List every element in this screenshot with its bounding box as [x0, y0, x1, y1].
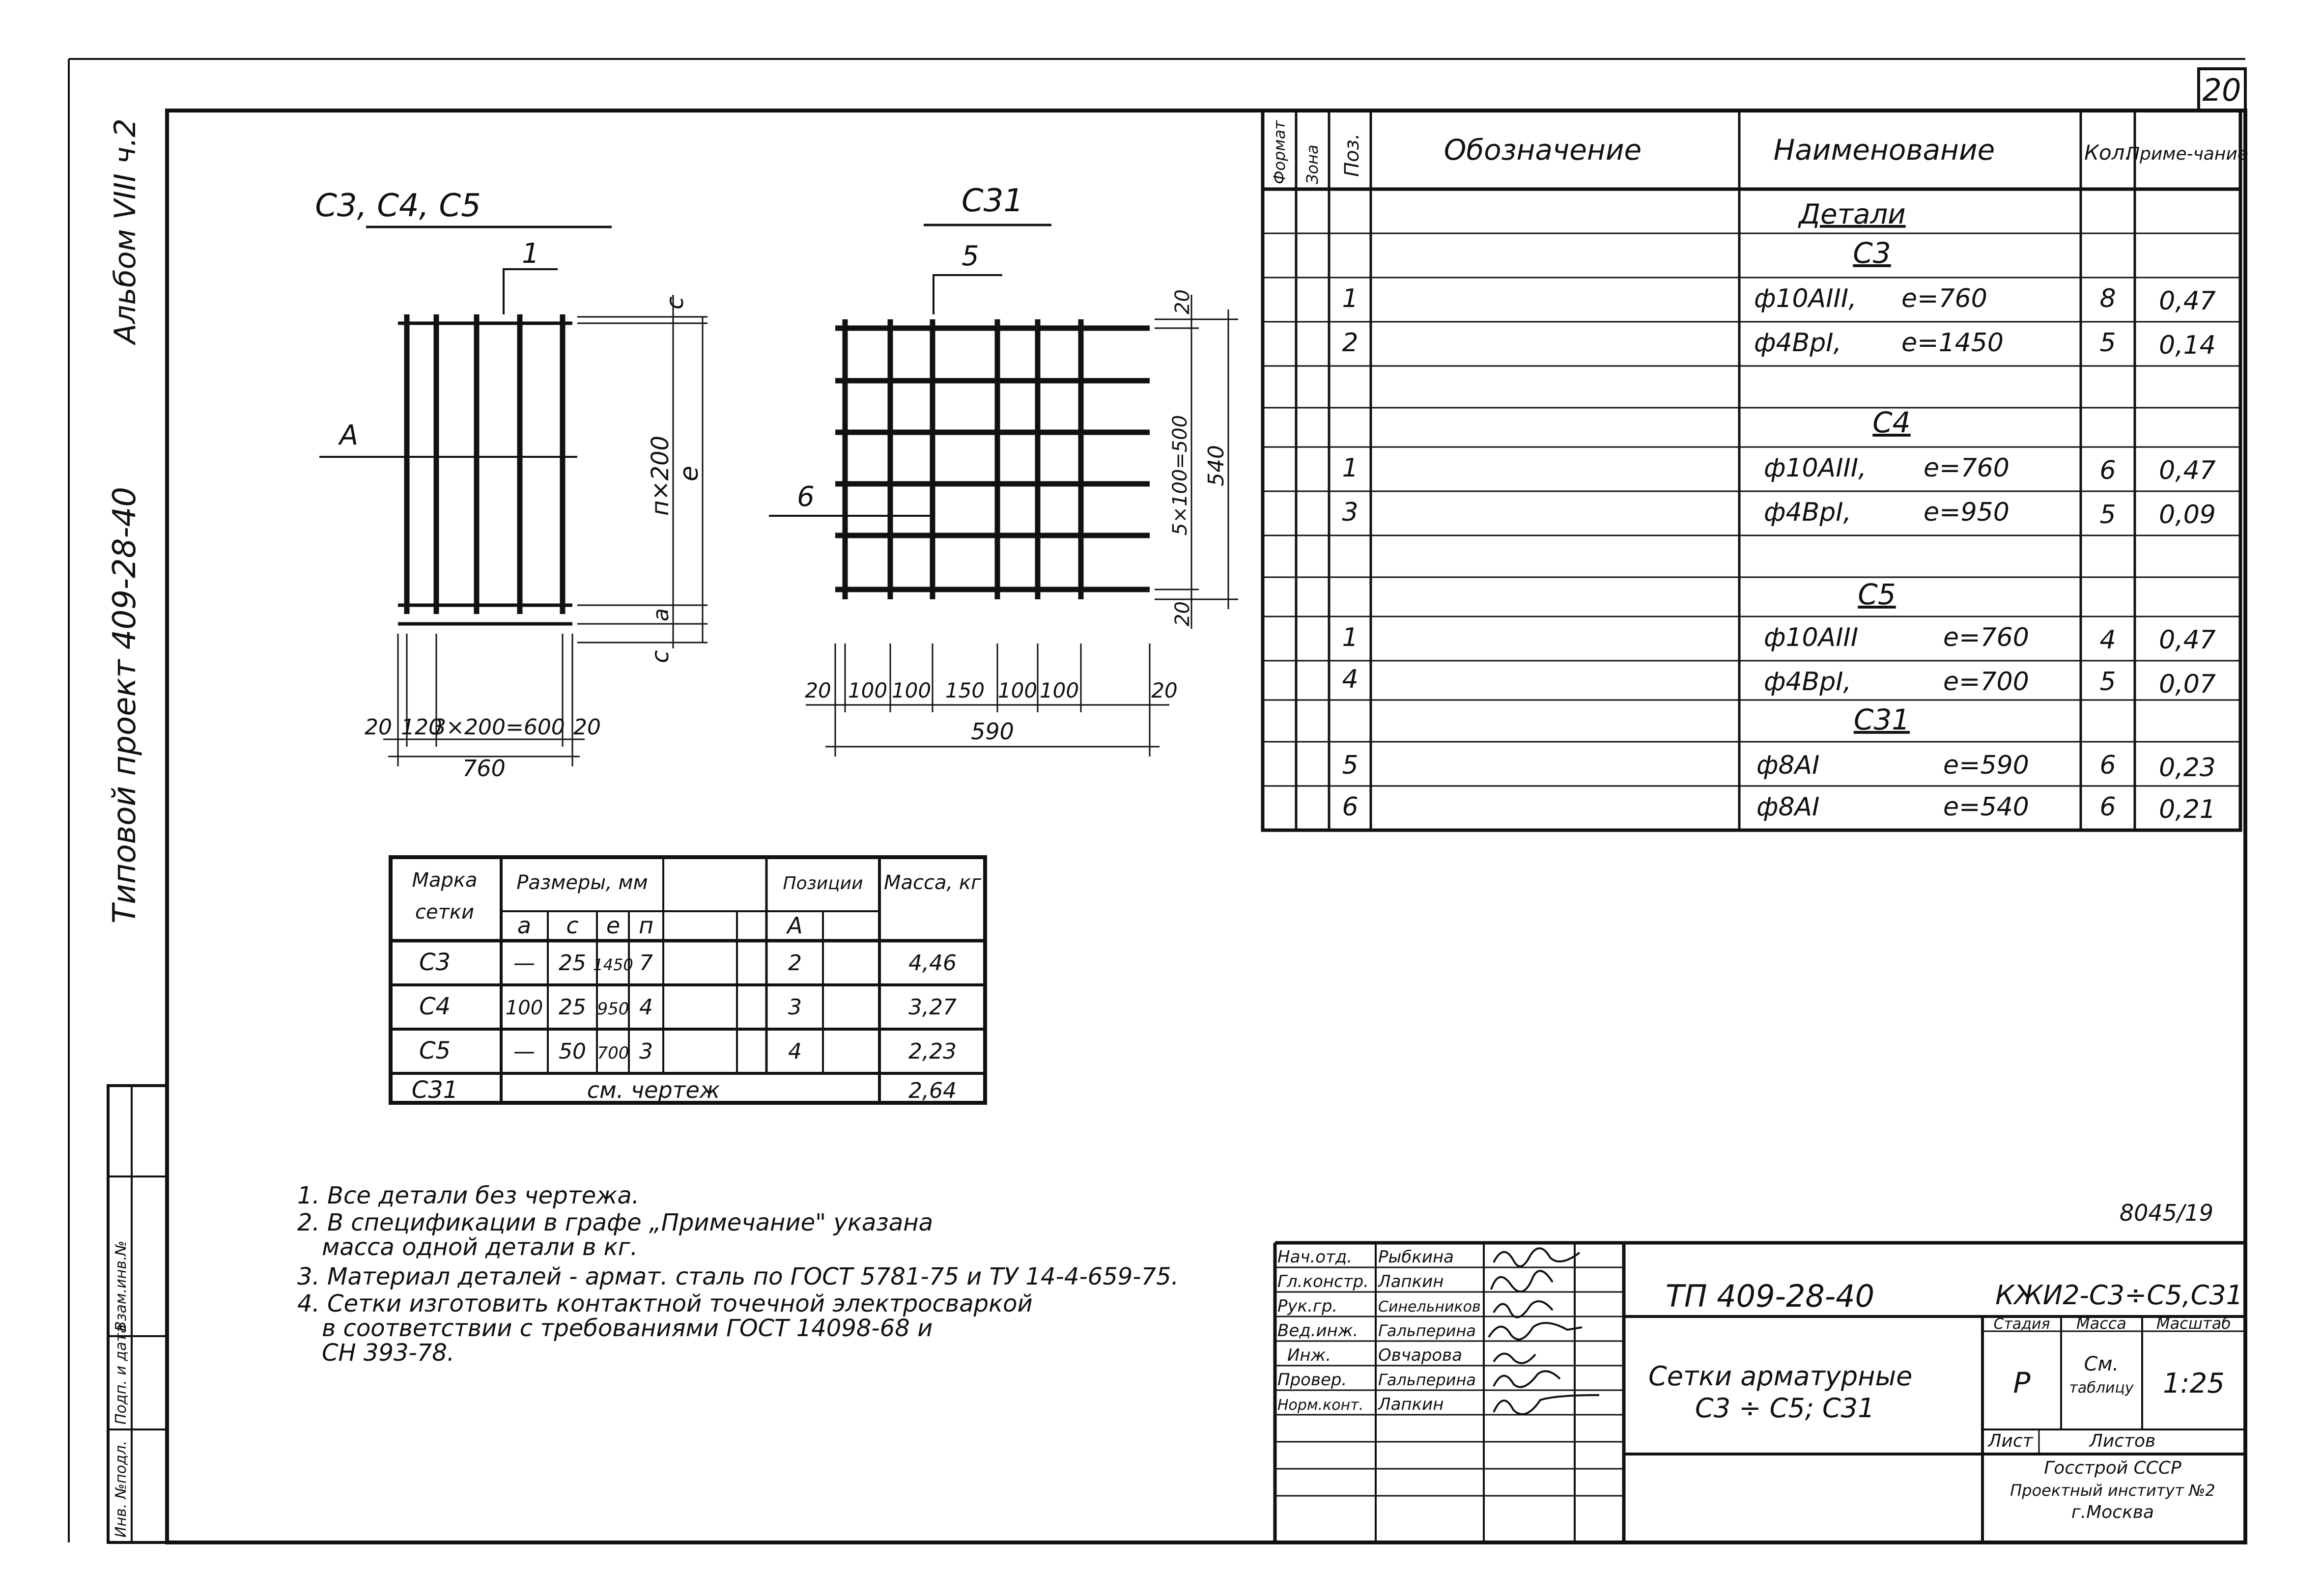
svg-text:1: 1 — [1342, 284, 1359, 313]
svg-text:е=540: е=540 — [1943, 792, 2029, 822]
svg-text:2: 2 — [788, 951, 802, 976]
note-4: 4. Сетки изготовить контактной точечной электросваркой — [297, 1290, 1033, 1317]
sheet-number: 20 — [2202, 72, 2241, 108]
svg-text:50: 50 — [559, 1039, 586, 1064]
svg-text:4: 4 — [639, 995, 653, 1020]
svg-text:950: 950 — [597, 999, 629, 1019]
spec-group-c3: С3 — [1853, 236, 1891, 270]
spec-header-zone: Зона — [1303, 144, 1322, 184]
svg-text:4: 4 — [1342, 665, 1359, 694]
svg-text:0,09: 0,09 — [2159, 500, 2216, 530]
dim-n200: п×200 — [647, 435, 674, 516]
note-2: 2. В спецификации в графе „Примечание" указана — [297, 1209, 933, 1236]
spec-row-c3-1 — [1342, 284, 2215, 316]
order-number: 8045/19 — [2119, 1200, 2213, 1226]
svg-text:5: 5 — [1342, 751, 1359, 780]
scale-value: 1:25 — [2163, 1368, 2225, 1400]
svg-text:6: 6 — [2099, 751, 2116, 780]
role-4: Инж. — [1287, 1345, 1331, 1365]
title-line-2: С3 ÷ С5; С31 — [1695, 1393, 1875, 1424]
spec-header-name: Наименование — [1773, 133, 1995, 167]
svg-text:—: — — [513, 1039, 535, 1064]
stage-header: Стадия — [1993, 1316, 2050, 1333]
mass-row-c31 — [412, 1076, 957, 1104]
spec-row-c5-1 — [1342, 623, 2215, 655]
svg-text:С5: С5 — [419, 1037, 451, 1064]
mass-h-mass: Масса, кг — [883, 871, 982, 894]
svg-text:е=700: е=700 — [1943, 667, 2029, 697]
svg-text:5: 5 — [2099, 500, 2116, 530]
title-block-people — [1277, 1247, 1481, 1414]
mass-sub-A: А — [787, 912, 803, 939]
sheets-header: Листов — [2089, 1431, 2156, 1451]
svg-text:0,47: 0,47 — [2159, 456, 2216, 485]
spec-group-c31: С31 — [1853, 703, 1910, 736]
dim-c-bottom: с — [647, 650, 674, 663]
doc-code: КЖИ2-С3÷С5,С31 — [1995, 1280, 2243, 1311]
c31-dim-total: 540 — [1204, 445, 1229, 486]
svg-text:25: 25 — [559, 951, 586, 976]
svg-text:3,27: 3,27 — [908, 995, 957, 1020]
svg-text:6: 6 — [1342, 792, 1359, 822]
mass-h-mark-2: сетки — [415, 901, 475, 924]
spec-row-c4-2 — [1342, 498, 2215, 530]
bottom-dim-120: 120 — [401, 715, 442, 740]
svg-text:6: 6 — [2099, 792, 2116, 822]
svg-text:е=1450: е=1450 — [1901, 328, 2004, 358]
svg-text:ф4ВрI,: ф4ВрI, — [1764, 498, 1852, 527]
svg-text:1: 1 — [1342, 623, 1359, 652]
svg-text:ф4ВрI,: ф4ВрI, — [1764, 667, 1852, 697]
spec-row-c5-2 — [1342, 665, 2215, 699]
svg-text:25: 25 — [559, 995, 586, 1020]
org-3: г.Москва — [2071, 1502, 2154, 1522]
note-4c: СН 393-78. — [322, 1339, 455, 1367]
svg-text:3: 3 — [639, 1039, 653, 1064]
svg-text:е=950: е=950 — [1924, 498, 2010, 527]
note-2b: масса одной детали в кг. — [322, 1233, 638, 1261]
c31-bdim-5: 100 — [1039, 678, 1079, 702]
project-code: ТП 409-28-40 — [1666, 1278, 1875, 1314]
project-side-label: Типовой проект 409-28-40 — [107, 487, 143, 924]
drawing-c3-c5-title: С3, С4, С5 — [315, 188, 481, 224]
notes — [297, 1182, 1179, 1367]
svg-text:ф8АI: ф8АI — [1756, 751, 1820, 780]
section-a-label: А — [339, 420, 359, 451]
svg-text:4: 4 — [2099, 625, 2116, 655]
c31-dim-bottom: 20 — [1171, 601, 1194, 626]
title-line-1: Сетки арматурные — [1648, 1361, 1913, 1392]
c31-dim-top: 20 — [1171, 289, 1194, 314]
svg-text:ф10АIII,: ф10АIII, — [1764, 453, 1867, 483]
svg-text:3: 3 — [1342, 498, 1359, 527]
svg-text:100: 100 — [505, 997, 543, 1019]
svg-text:ф4ВрI,: ф4ВрI, — [1754, 328, 1842, 358]
note-1: 1. Все детали без чертежа. — [297, 1182, 640, 1209]
spec-header-format: Формат — [1270, 120, 1289, 184]
svg-text:2,23: 2,23 — [908, 1039, 957, 1064]
role-5: Провер. — [1277, 1370, 1347, 1390]
org-2: Проектный институт №2 — [2010, 1481, 2215, 1500]
svg-text:0,14: 0,14 — [2159, 331, 2216, 360]
svg-text:700: 700 — [597, 1043, 629, 1063]
c31-bdim-4: 100 — [997, 678, 1038, 702]
callout-6: 6 — [797, 481, 815, 513]
callout-1: 1 — [522, 238, 539, 270]
spec-group-c4: С4 — [1872, 406, 1911, 439]
name-3: Гальперина — [1378, 1321, 1476, 1340]
svg-text:1: 1 — [1342, 453, 1359, 483]
svg-text:е=590: е=590 — [1943, 751, 2029, 780]
mass-value-2: таблицу — [2069, 1379, 2134, 1397]
mass-header: Масса — [2076, 1314, 2127, 1333]
c31-total: 590 — [971, 718, 1014, 745]
name-0: Рыбкина — [1378, 1247, 1454, 1267]
svg-text:0,47: 0,47 — [2159, 625, 2216, 655]
stamp-label-inv: Инв. №подл. — [113, 1440, 130, 1538]
org-1: Госстрой СССР — [2044, 1458, 2181, 1478]
drawing-c31-title: С31 — [961, 183, 1024, 219]
spec-header-designation: Обозначение — [1444, 133, 1642, 167]
c31-bdim-3: 150 — [945, 678, 985, 702]
role-3: Вед.инж. — [1277, 1321, 1359, 1341]
role-1: Гл.констр. — [1277, 1272, 1369, 1291]
mass-h-mark-1: Марка — [412, 869, 478, 892]
c31-dim-mid: 5×100=500 — [1169, 415, 1191, 535]
svg-text:3: 3 — [788, 995, 802, 1020]
total-760: 760 — [462, 755, 506, 782]
name-5: Гальперина — [1378, 1371, 1476, 1389]
svg-text:0,23: 0,23 — [2159, 753, 2216, 783]
dim-a: а — [649, 608, 674, 621]
spec-row-c3-2 — [1342, 328, 2215, 360]
spec-header-pos: Поз. — [1341, 133, 1363, 177]
role-0: Нач.отд. — [1277, 1247, 1353, 1267]
mass-sub-a: а — [517, 912, 532, 939]
bottom-dim-20b: 20 — [573, 715, 601, 740]
svg-text:—: — — [513, 951, 535, 976]
name-1: Лапкин — [1378, 1272, 1444, 1291]
svg-text:7: 7 — [639, 951, 653, 976]
spec-row-c4-1 — [1342, 453, 2215, 485]
spec-header-qty: Кол. — [2084, 140, 2131, 165]
bottom-dim-20a: 20 — [365, 715, 392, 740]
c31-bdim-2: 100 — [891, 678, 932, 702]
svg-text:0,07: 0,07 — [2159, 670, 2216, 699]
svg-text:С4: С4 — [419, 993, 451, 1020]
spec-row-lines — [1263, 233, 2240, 786]
mass-sub-c: с — [566, 912, 579, 939]
mass-h-sizes: Размеры, мм — [516, 871, 648, 894]
spec-header-note: Приме-чание — [2126, 144, 2249, 164]
scale-header: Масштаб — [2156, 1314, 2232, 1333]
stamp-label-sign: Подп. и дата — [113, 1324, 130, 1425]
svg-text:4: 4 — [788, 1039, 802, 1064]
svg-text:ф10АIII,: ф10АIII, — [1754, 284, 1857, 313]
note-3: 3. Материал деталей - армат. сталь по ГОСТ 5781-75 и ТУ 14-4-659-75. — [297, 1263, 1179, 1290]
drawing-c31 — [769, 183, 1238, 756]
mass-sub-e: е — [606, 912, 621, 939]
svg-text:е=760: е=760 — [1943, 623, 2029, 652]
svg-text:е=760: е=760 — [1901, 284, 1987, 313]
mass-value-1: См. — [2084, 1353, 2119, 1375]
spec-group-c5: С5 — [1858, 578, 1896, 611]
name-6: Лапкин — [1378, 1395, 1444, 1414]
drawing-c3-c5 — [315, 188, 708, 782]
svg-text:е=760: е=760 — [1924, 453, 2010, 483]
svg-text:см. чертеж: см. чертеж — [587, 1077, 720, 1103]
c31-bdim-6: 20 — [1151, 678, 1178, 702]
name-2: Синельников — [1378, 1298, 1481, 1316]
spec-table — [1263, 111, 2240, 830]
svg-text:4,46: 4,46 — [908, 951, 957, 976]
stage-value: Р — [2013, 1366, 2031, 1400]
stamp-label-replace: Взам.инв.№ — [113, 1240, 130, 1331]
callout-5: 5 — [962, 240, 979, 272]
svg-text:2: 2 — [1342, 328, 1359, 358]
svg-text:ф8АI: ф8АI — [1756, 792, 1820, 822]
album-side-label: Альбом VIII ч.2 — [108, 118, 142, 344]
svg-text:1450: 1450 — [593, 955, 633, 974]
spec-row-c31-6 — [1342, 792, 2215, 824]
spec-group-details: Детали — [1799, 198, 1906, 230]
role-2: Рук.гр. — [1277, 1296, 1338, 1316]
spec-row-c31-5 — [1342, 751, 2215, 783]
c31-bdim-1: 100 — [848, 678, 888, 702]
svg-text:5: 5 — [2099, 328, 2116, 358]
bottom-dim-600: 3×200=600 — [432, 715, 565, 740]
sheet-header: Лист — [1988, 1431, 2033, 1451]
svg-text:0,47: 0,47 — [2159, 286, 2216, 316]
svg-text:0,21: 0,21 — [2159, 795, 2216, 824]
name-4: Овчарова — [1378, 1345, 1462, 1365]
svg-text:8: 8 — [2099, 284, 2116, 313]
mass-table — [391, 857, 985, 1103]
svg-text:ф10АIII: ф10АIII — [1764, 623, 1859, 652]
note-4b: в соответствии с требованиями ГОСТ 14098-68 и — [322, 1315, 933, 1342]
svg-text:5: 5 — [2099, 667, 2116, 697]
c31-bdim-0: 20 — [805, 678, 831, 702]
role-6: Норм.конт. — [1277, 1397, 1364, 1414]
svg-text:С31: С31 — [411, 1076, 458, 1104]
svg-text:С3: С3 — [419, 949, 451, 976]
mass-h-pos: Позиции — [783, 873, 863, 894]
dim-e: е — [675, 466, 704, 481]
dim-c-top: с — [661, 296, 689, 309]
signatures — [1489, 1248, 1599, 1414]
svg-text:6: 6 — [2099, 456, 2116, 485]
mass-sub-n: п — [638, 912, 654, 939]
svg-text:2,64: 2,64 — [908, 1078, 957, 1103]
